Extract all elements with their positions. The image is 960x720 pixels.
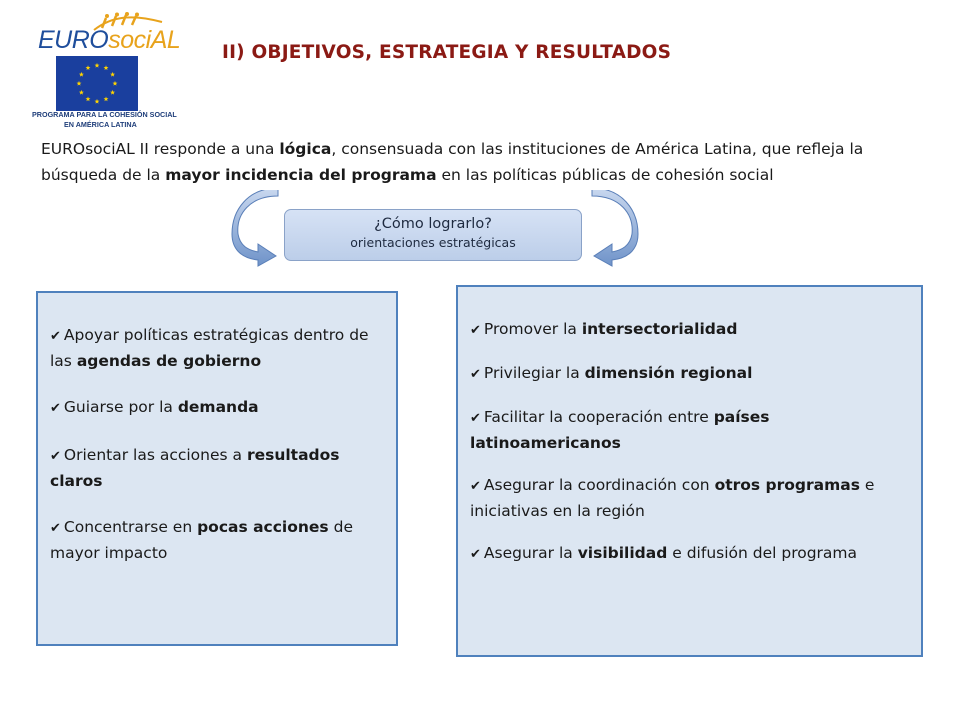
logo-caption-line2: EN AMÉRICA LATINA [64,120,137,129]
strategy-subtitle: orientaciones estratégicas [350,235,516,250]
strategy-question: ¿Cómo lograrlo? [374,216,492,232]
right-strategies-list [470,317,911,567]
checkmark-icon: ✔ [50,521,61,536]
list-item: ✔ Concentrarse en pocas acciones de mayor impacto [50,518,353,562]
checkmark-icon: ✔ [470,411,481,426]
eurosocial-logo [30,12,190,130]
list-item: ✔ Orientar las acciones a resultados claros [50,446,340,490]
checkmark-icon: ✔ [470,323,481,338]
list-item: ✔ Promover la intersectorialidad [470,317,911,343]
list-item: ✔ Asegurar la coordinación con otros programas e iniciativas en la región [470,476,875,520]
list-item: ✔ Apoyar políticas estratégicas dentro de las agendas de gobierno [50,326,369,370]
strategy-question-box [284,209,582,261]
eu-flag-icon [56,56,138,111]
list-item: ✔ Facilitar la cooperación entre países latinoamericanos [470,408,770,452]
list-item: ✔ Asegurar la visibilidad e difusión del programa [470,541,911,567]
right-strategies-panel [456,285,923,657]
page-title: II) OBJETIVOS, ESTRATEGIA Y RESULTADOS [222,42,672,63]
list-item: ✔ Privilegiar la dimensión regional [470,361,911,387]
checkmark-icon: ✔ [470,367,481,382]
logo-wordmark: EUROsociAL [38,26,181,54]
checkmark-icon: ✔ [470,547,481,562]
checkmark-icon: ✔ [50,329,61,344]
logo-caption-line1: PROGRAMA PARA LA COHESIÓN SOCIAL [32,110,177,119]
checkmark-icon: ✔ [50,401,61,416]
left-strategies-panel [36,291,398,646]
left-strategies-list [50,323,386,565]
checkmark-icon: ✔ [50,449,61,464]
checkmark-icon: ✔ [470,479,481,494]
intro-paragraph: EUROsociAL II responde a una lógica, consensuada con las instituciones de América Latina, que refleja la búsqueda de la mayor incidencia del programa en las políticas públicas de cohesión social [41,140,864,184]
list-item: ✔ Guiarse por la demanda [50,395,386,421]
